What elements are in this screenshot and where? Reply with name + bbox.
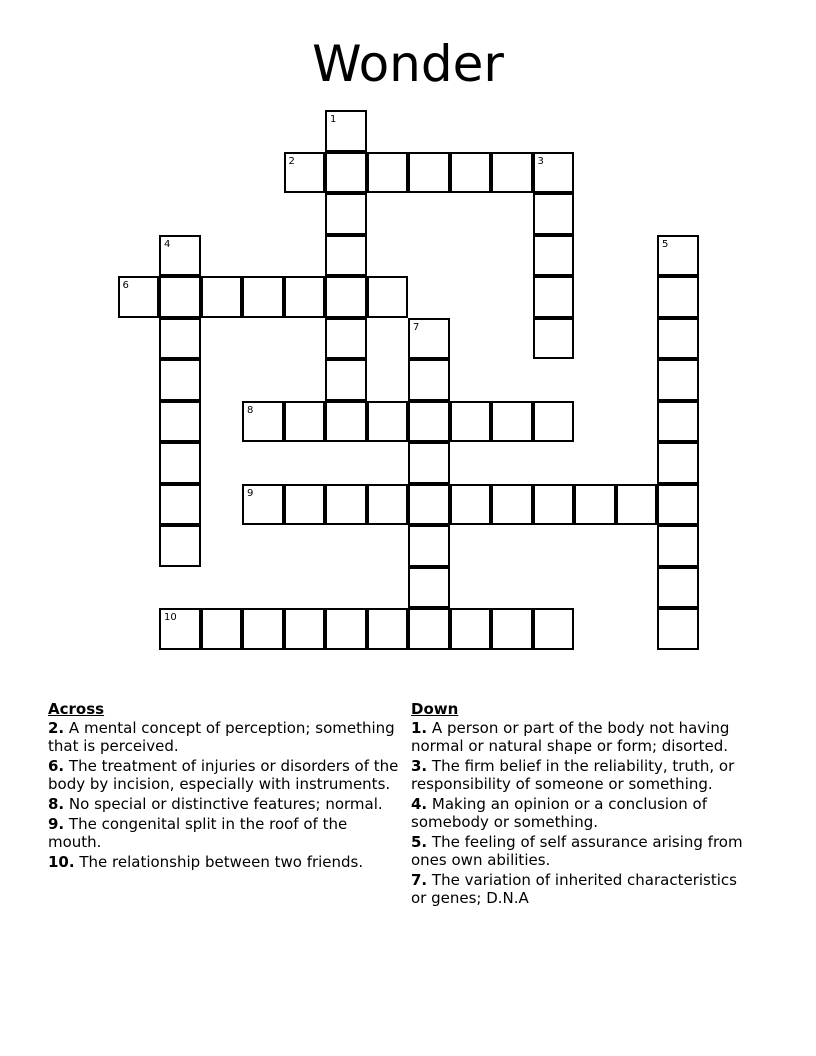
cell-number: 8	[247, 404, 254, 416]
down-heading: Down	[411, 700, 459, 718]
grid-cell[interactable]	[159, 235, 201, 277]
clue-number: 10.	[48, 853, 75, 871]
cell-number: 3	[537, 155, 544, 167]
clue-number: 1.	[411, 719, 428, 737]
clue-text: The variation of inherited characteristics or genes; D.N.A	[411, 871, 737, 907]
down-clue-3	[411, 757, 751, 793]
grid-cell[interactable]	[657, 484, 699, 526]
cell-number: 10	[164, 612, 177, 623]
grid-cell[interactable]	[284, 152, 326, 194]
grid-cell[interactable]	[367, 276, 409, 318]
grid-cell[interactable]	[491, 608, 533, 650]
grid-cell[interactable]	[657, 318, 699, 360]
grid-cell[interactable]	[325, 608, 367, 650]
grid-cell[interactable]	[408, 484, 450, 526]
grid-cell[interactable]	[284, 608, 326, 650]
grid-cell[interactable]	[657, 276, 699, 318]
across-clue-9	[48, 815, 400, 851]
grid-cell[interactable]	[657, 401, 699, 443]
cell-number: 9	[247, 487, 254, 499]
clue-text: No special or distinctive features; normal.	[68, 795, 383, 813]
cell-number: 2	[288, 155, 295, 167]
grid-cell[interactable]	[491, 401, 533, 443]
cell-number: 7	[413, 321, 420, 333]
grid-cell[interactable]	[325, 276, 367, 318]
grid-cell[interactable]	[450, 401, 492, 443]
down-clues	[411, 700, 751, 909]
grid-cell[interactable]	[533, 318, 575, 360]
grid-cell[interactable]	[159, 484, 201, 526]
grid-cell[interactable]	[284, 276, 326, 318]
grid-cell[interactable]	[284, 484, 326, 526]
grid-cell[interactable]	[242, 401, 284, 443]
clue-number: 6.	[48, 757, 65, 775]
grid-cell[interactable]	[367, 608, 409, 650]
clue-number: 2.	[48, 719, 65, 737]
grid-cell[interactable]	[657, 567, 699, 609]
clue-number: 5.	[411, 833, 428, 851]
grid-cell[interactable]	[450, 608, 492, 650]
grid-cell[interactable]	[408, 442, 450, 484]
grid-cell[interactable]	[159, 442, 201, 484]
clue-number: 8.	[48, 795, 65, 813]
grid-cell[interactable]	[159, 608, 201, 650]
across-clue-2	[48, 719, 400, 755]
grid-cell[interactable]	[242, 608, 284, 650]
across-clue-10	[48, 853, 400, 871]
clue-text: Making an opinion or a conclusion of somebody or something.	[411, 795, 707, 831]
grid-cell[interactable]	[574, 484, 616, 526]
grid-cell[interactable]	[450, 484, 492, 526]
grid-cell[interactable]	[159, 401, 201, 443]
grid-cell[interactable]	[325, 401, 367, 443]
across-clue-6	[48, 757, 400, 793]
grid-cell[interactable]	[533, 193, 575, 235]
cell-number: 5	[662, 238, 669, 250]
grid-cell[interactable]	[491, 484, 533, 526]
grid-cell[interactable]	[657, 235, 699, 277]
grid-cell[interactable]	[657, 525, 699, 567]
grid-cell[interactable]	[201, 276, 243, 318]
grid-cell[interactable]	[408, 318, 450, 360]
clue-number: 7.	[411, 871, 428, 889]
clue-text: The congenital split in the roof of the mouth.	[48, 815, 348, 851]
grid-cell[interactable]	[533, 235, 575, 277]
grid-cell[interactable]	[201, 608, 243, 650]
grid-cell[interactable]	[450, 152, 492, 194]
grid-cell[interactable]	[408, 359, 450, 401]
clue-text: The relationship between two friends.	[79, 853, 364, 871]
down-clue-1	[411, 719, 751, 755]
grid-cell[interactable]	[533, 608, 575, 650]
grid-cell[interactable]	[491, 152, 533, 194]
across-clue-8	[48, 795, 400, 813]
clue-text: The treatment of injuries or disorders of the body by incision, especially with instruments.	[48, 757, 399, 793]
grid-cell[interactable]	[533, 152, 575, 194]
grid-cell[interactable]	[159, 359, 201, 401]
grid-cell[interactable]	[325, 193, 367, 235]
clue-number: 4.	[411, 795, 428, 813]
grid-cell[interactable]	[657, 359, 699, 401]
grid-cell[interactable]	[657, 442, 699, 484]
grid-cell[interactable]	[284, 401, 326, 443]
puzzle-title: Wonder	[312, 35, 504, 93]
grid-cell[interactable]	[325, 318, 367, 360]
grid-cell[interactable]	[242, 276, 284, 318]
cell-number: 6	[122, 280, 129, 291]
grid-cell[interactable]	[408, 152, 450, 194]
cell-number: 4	[164, 238, 171, 250]
down-clue-4	[411, 795, 751, 831]
grid-cell[interactable]	[657, 608, 699, 650]
grid-cell[interactable]	[408, 608, 450, 650]
grid-cell[interactable]	[325, 110, 367, 152]
grid-cell[interactable]	[242, 484, 284, 526]
clue-number: 9.	[48, 815, 65, 833]
grid-cell[interactable]	[367, 152, 409, 194]
clue-number: 3.	[411, 757, 428, 775]
grid-cell[interactable]	[159, 276, 201, 318]
grid-cell[interactable]	[533, 484, 575, 526]
grid-cell[interactable]	[367, 484, 409, 526]
grid-cell[interactable]	[533, 401, 575, 443]
clue-text: The firm belief in the reliability, truth, or responsibility of someone or something.	[411, 757, 735, 793]
cell-number: 1	[330, 114, 337, 125]
grid-cell[interactable]	[325, 359, 367, 401]
down-clue-5	[411, 833, 751, 869]
grid-cell[interactable]	[367, 401, 409, 443]
grid-cell[interactable]	[533, 276, 575, 318]
grid-cell[interactable]	[408, 567, 450, 609]
across-heading: Across	[48, 700, 105, 718]
grid-cell[interactable]	[325, 235, 367, 277]
down-clue-7	[411, 871, 751, 907]
grid-cell[interactable]	[408, 401, 450, 443]
across-clues	[48, 700, 400, 873]
clue-text: The feeling of self assurance arising from ones own abilities.	[411, 833, 743, 869]
clue-text: A person or part of the body not having normal or natural shape or form; disorted.	[411, 719, 730, 755]
grid-cell[interactable]	[408, 525, 450, 567]
grid-cell[interactable]	[616, 484, 658, 526]
grid-cell[interactable]	[118, 276, 160, 318]
grid-cell[interactable]	[325, 484, 367, 526]
grid-cell[interactable]	[159, 525, 201, 567]
grid-cell[interactable]	[325, 152, 367, 194]
grid-cell[interactable]	[159, 318, 201, 360]
clue-text: A mental concept of perception; something that is perceived.	[48, 719, 395, 755]
